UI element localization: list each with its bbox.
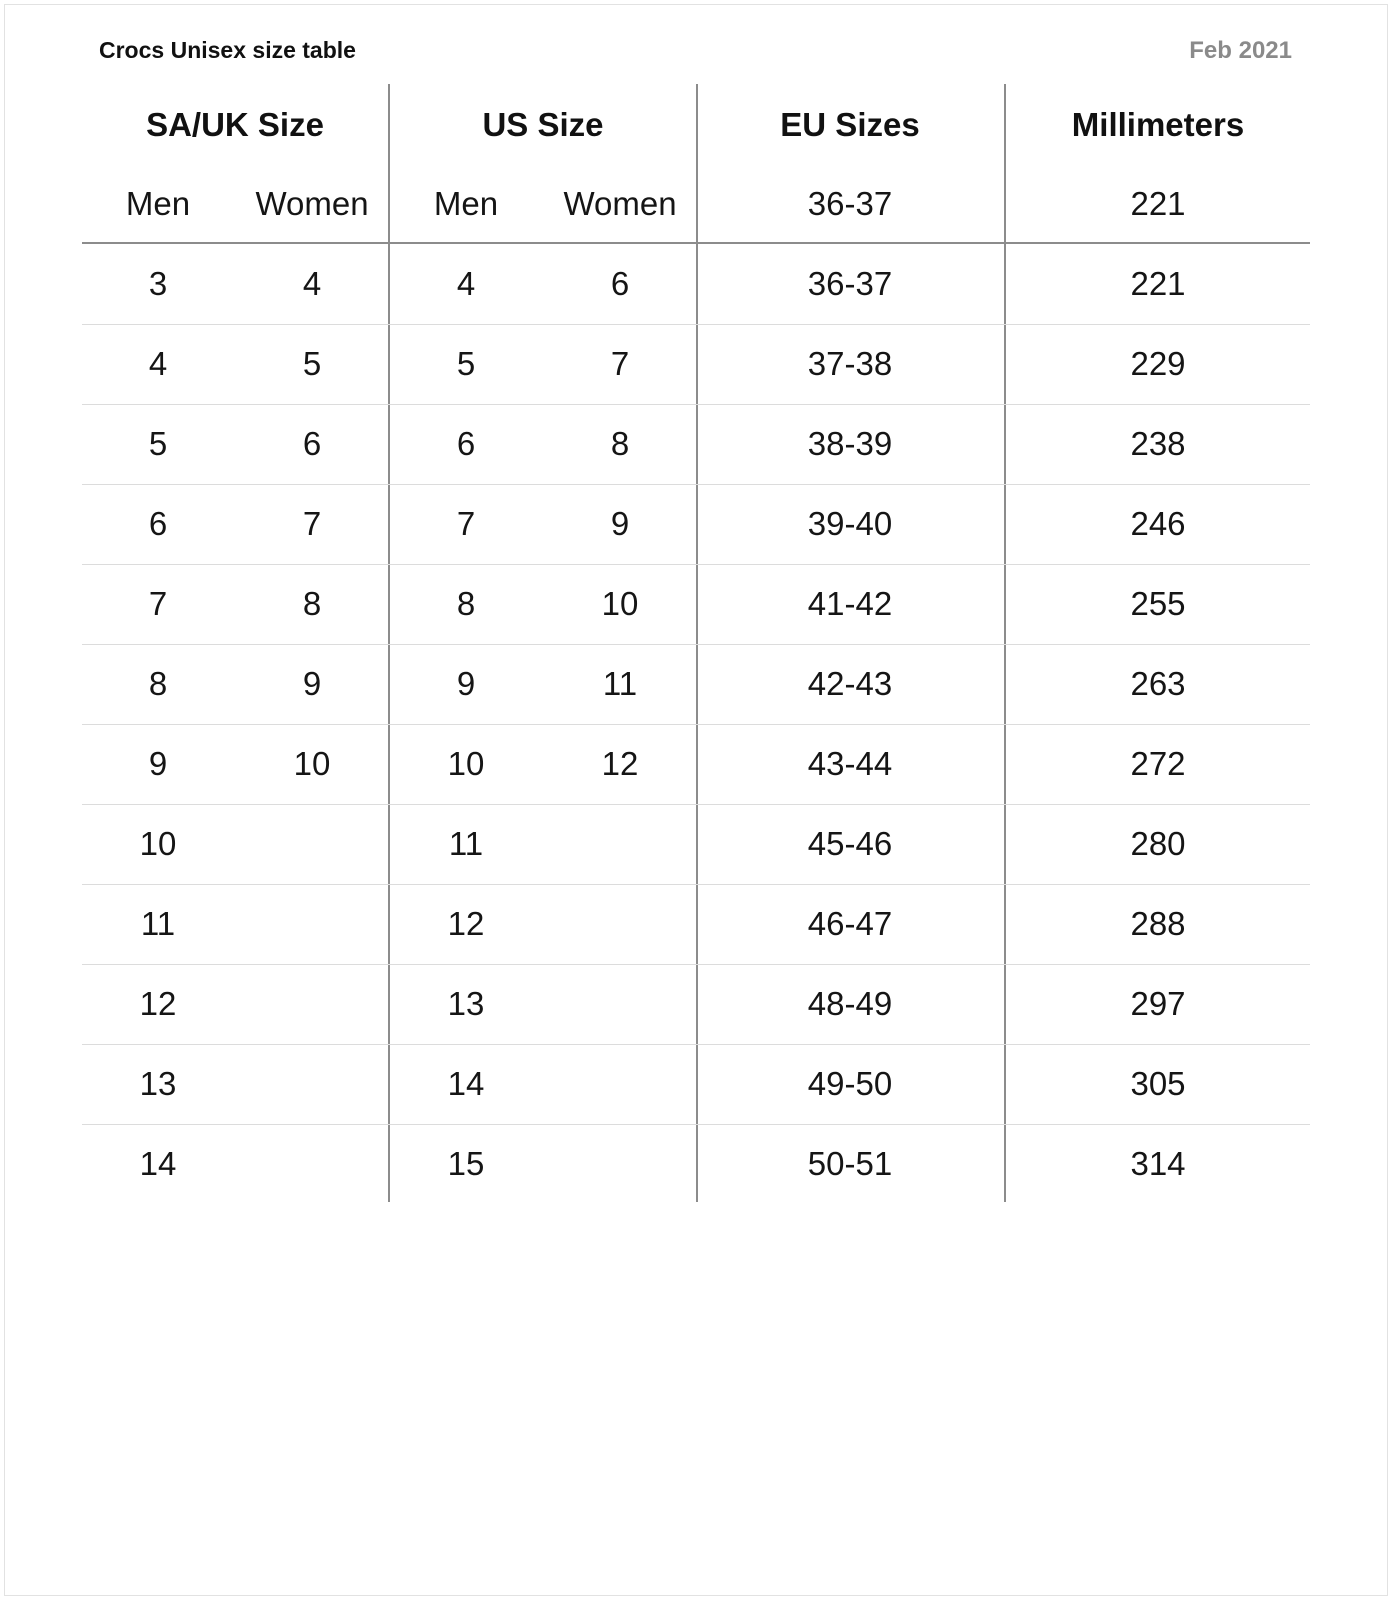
column-group-header: EU Sizes [780,106,920,143]
table-cell: 4 [302,265,322,302]
table-cell: 10 [447,745,485,782]
table-cell: 6 [302,425,322,462]
row-divider [82,1044,1310,1045]
table-cell: 3 [148,265,168,302]
row-divider [82,324,1310,325]
row-divider [82,644,1310,645]
table-cell: 246 [1130,505,1186,542]
column-subheader: Women [563,185,677,222]
table-cell: 5 [148,425,168,462]
table-cell: 10 [601,585,639,622]
table-cell: 43-44 [807,745,893,782]
table-cell: 39-40 [807,505,893,542]
row-divider [82,964,1310,965]
column-group-header: US Size [482,106,604,143]
table-cell: 48-49 [807,985,893,1022]
column-subheader: 36-37 [807,185,893,222]
table-cell: 280 [1130,825,1186,862]
table-cell: 37-38 [807,345,893,382]
table-cell: 13 [139,1065,177,1102]
table-cell: 288 [1130,905,1186,942]
table-cell: 7 [456,505,476,542]
table-cell: 5 [456,345,476,382]
table-cell: 7 [610,345,630,382]
table-cell: 6 [456,425,476,462]
table-cell: 4 [148,345,168,382]
table-cell: 50-51 [807,1145,893,1182]
table-cell: 46-47 [807,905,893,942]
column-divider [388,84,390,1202]
header-rule [82,242,1310,244]
table-cell: 8 [610,425,630,462]
table-cell: 7 [302,505,322,542]
column-subheader: Women [255,185,369,222]
table-cell: 8 [302,585,322,622]
table-cell: 9 [456,665,476,702]
table-cell: 229 [1130,345,1186,382]
table-cell: 6 [148,505,168,542]
table-title: Crocs Unisex size table [99,37,356,63]
table-cell: 5 [302,345,322,382]
table-cell: 11 [140,905,176,942]
table-cell: 42-43 [807,665,893,702]
table-cell: 263 [1130,665,1186,702]
row-divider [82,804,1310,805]
table-cell: 238 [1130,425,1186,462]
table-cell: 10 [293,745,331,782]
table-cell: 7 [148,585,168,622]
table-cell: 11 [602,665,638,702]
row-divider [82,724,1310,725]
table-cell: 297 [1130,985,1186,1022]
table-cell: 49-50 [807,1065,893,1102]
table-cell: 36-37 [807,265,893,302]
row-divider [82,564,1310,565]
table-cell: 305 [1130,1065,1186,1102]
row-divider [82,484,1310,485]
table-cell: 255 [1130,585,1186,622]
column-subheader: Men [125,185,191,222]
table-cell: 9 [148,745,168,782]
column-subheader: 221 [1130,185,1186,222]
table-cell: 45-46 [807,825,893,862]
table-cell: 6 [610,265,630,302]
table-cell: 12 [447,905,485,942]
table-cell: 9 [302,665,322,702]
table-cell: 9 [610,505,630,542]
table-cell: 8 [148,665,168,702]
column-divider [1004,84,1006,1202]
table-cell: 10 [139,825,177,862]
table-cell: 15 [447,1145,485,1182]
table-cell: 272 [1130,745,1186,782]
table-cell: 8 [456,585,476,622]
table-cell: 13 [447,985,485,1022]
table-cell: 11 [448,825,484,862]
row-divider [82,404,1310,405]
date-label: Feb 2021 [1189,37,1292,64]
column-divider [696,84,698,1202]
table-cell: 12 [601,745,639,782]
column-group-header: Millimeters [1071,106,1245,143]
column-subheader: Men [433,185,499,222]
table-cell: 221 [1130,265,1186,302]
column-group-header: SA/UK Size [146,106,324,143]
table-cell: 4 [456,265,476,302]
table-cell: 38-39 [807,425,893,462]
row-divider [82,1124,1310,1125]
table-cell: 12 [139,985,177,1022]
table-cell: 41-42 [807,585,893,622]
table-cell: 314 [1130,1145,1186,1182]
row-divider [82,884,1310,885]
table-cell: 14 [139,1145,177,1182]
table-cell: 14 [447,1065,485,1102]
